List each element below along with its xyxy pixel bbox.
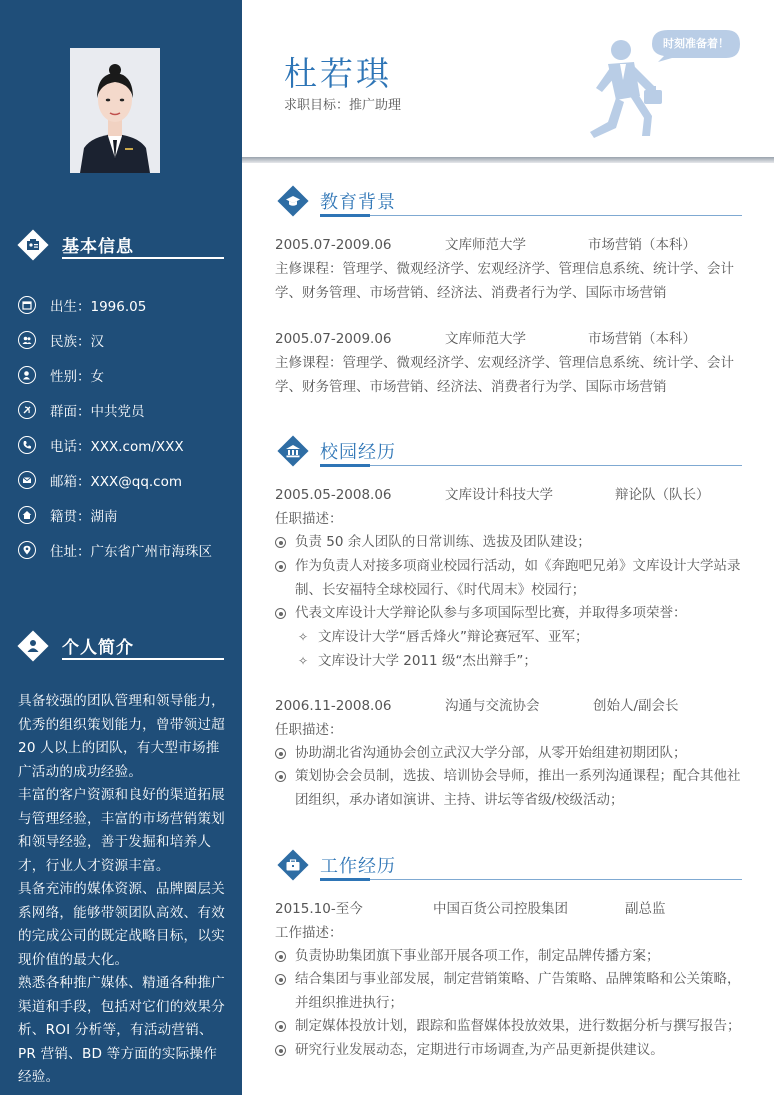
work-bullet — [275, 968, 741, 1015]
bullet-text: 负责协助集团旗下事业部开展各项工作，制定品牌传播方案； — [295, 948, 660, 964]
education-title: 教育背景 — [320, 192, 396, 213]
location-icon — [18, 541, 36, 559]
intro-paragraph: 丰富的客户资源和良好的渠道拓展与管理经验，丰富的市场营销策划和领导经验，善于发掘和培养人才，行业人才资源丰富。 — [18, 787, 225, 874]
campus-desc-label: 任职描述： — [275, 722, 343, 738]
info-gender-text: 性别：女 — [50, 368, 104, 385]
bullet-text: 负责 50 余人团队的日常训练、选拔及团队建设； — [295, 534, 591, 550]
education-major: 市场营销（本科） — [588, 331, 696, 347]
campus-bullet — [275, 765, 741, 812]
candidate-name: 杜若琪 — [284, 54, 392, 93]
campus-role: 创始人/副会长 — [593, 698, 679, 714]
profile-photo — [70, 48, 160, 173]
institution-icon — [278, 436, 308, 466]
work-bullet — [275, 1015, 741, 1039]
bullet-text: 策划协会会员制，选拔、培训协会导师，推出一系列沟通课程；配合其他社团组织，承办诸如演讲、主持、讲坛等省级/校级活动； — [295, 768, 741, 808]
people-icon — [18, 331, 36, 349]
diamond-bullet-icon: ✧ — [298, 630, 309, 644]
bullet-icon — [275, 537, 286, 548]
info-politics-text: 群面：中共党员 — [50, 403, 145, 420]
bullet-icon — [275, 608, 286, 619]
bullet-icon — [275, 561, 286, 572]
info-email-text: 邮箱：XXX@qq.com — [50, 473, 183, 490]
work-bullet — [275, 945, 741, 969]
bullet-icon — [275, 1045, 286, 1056]
campus-bullet — [275, 742, 741, 766]
briefcase-icon — [278, 850, 308, 880]
home-icon — [18, 506, 36, 524]
party-icon — [18, 401, 36, 419]
bullet-text: 协助湖北省沟通协会创立武汉大学分部，从零开始组建初期团队； — [295, 745, 687, 761]
diamond-bullet-icon: ✧ — [298, 654, 309, 668]
campus-org: 沟通与交流协会 — [445, 698, 540, 714]
title-underline — [320, 464, 370, 467]
campus-sub-bullet — [298, 626, 589, 650]
bullet-text: 结合集团与事业部发展，制定营销策略、广告策略、品牌策略和公关策略，并组织推进执行； — [295, 971, 741, 1011]
job-objective: 求职目标：推广助理 — [284, 98, 402, 113]
calendar-icon — [18, 296, 36, 314]
bullet-icon — [275, 771, 286, 782]
campus-bullet — [275, 555, 741, 602]
bullet-icon — [275, 951, 286, 962]
bullet-icon — [275, 974, 286, 985]
education-school: 文库师范大学 — [445, 237, 526, 253]
campus-desc-label: 任职描述： — [275, 511, 343, 527]
info-hometown — [18, 497, 228, 532]
intro-paragraph: 熟悉各种推广媒体、精通各种推广渠道和手段，包括对它们的效果分析、ROI 分析等，有活动营销、PR 营销、BD 等方面的实际操作经验。 — [18, 975, 225, 1085]
bullet-icon — [275, 1021, 286, 1032]
work-heading — [278, 848, 742, 884]
info-birth — [18, 287, 228, 322]
divider — [62, 658, 224, 660]
divider — [370, 215, 742, 216]
campus-sub-bullet — [298, 650, 537, 674]
intro-paragraph: 具备充沛的媒体资源、品牌圈层关系网络，能够带领团队高效、有效的完成公司的既定战略目标，以实现价值的最大化。 — [18, 881, 225, 968]
education-courses: 主修课程：管理学、微观经济学、宏观经济学、管理信息系统、统计学、会计学、财务管理、市场营销、经济法、消费者行为学、国际市场营销 — [275, 355, 734, 395]
intro-paragraph: 具备较强的团队管理和领导能力，优秀的组织策划能力，曾带领过超 20 人以上的团队，有大型市场推广活动的成功经验。 — [18, 693, 225, 780]
info-address-text: 住址：广东省广州市海珠区 — [50, 543, 212, 560]
person-icon — [18, 631, 48, 661]
work-title: 工作经历 — [320, 856, 396, 877]
education-school: 文库师范大学 — [445, 331, 526, 347]
speech-bubble-text: 时刻准备着！ — [663, 37, 729, 50]
intro-title: 个人简介 — [62, 638, 134, 658]
campus-period: 2006.11-2008.06 — [275, 698, 392, 714]
info-ethnicity — [18, 322, 228, 357]
campus-heading — [278, 434, 742, 470]
sidebar — [0, 0, 242, 1095]
info-email — [18, 462, 228, 497]
campus-period: 2005.05-2008.06 — [275, 487, 392, 503]
bullet-text: 研究行业发展动态，定期进行市场调查,为产品更新提供建议。 — [295, 1042, 664, 1058]
education-major: 市场营销（本科） — [588, 237, 696, 253]
intro-text — [18, 690, 230, 1090]
portrait-image — [70, 48, 160, 173]
sub-bullet-text: 文库设计大学 2011 级“杰出辩手”； — [318, 653, 537, 669]
graduation-cap-icon — [278, 186, 308, 216]
work-bullet — [275, 1039, 741, 1063]
intro-heading — [18, 627, 224, 667]
campus-bullet — [275, 602, 741, 626]
mail-icon — [18, 471, 36, 489]
info-address — [18, 532, 228, 567]
work-desc-label: 工作描述： — [275, 925, 343, 941]
bullet-icon — [275, 748, 286, 759]
campus-title: 校园经历 — [320, 442, 396, 463]
bullet-text: 制定媒体投放计划，跟踪和监督媒体投放效果，进行数据分析与撰写报告； — [295, 1018, 741, 1034]
work-period: 2015.10-至今 — [275, 901, 363, 917]
divider — [370, 879, 742, 880]
id-card-icon — [18, 230, 48, 260]
basic-info-list — [18, 287, 228, 567]
education-courses: 主修课程：管理学、微观经济学、宏观经济学、管理信息系统、统计学、会计学、财务管理、市场营销、经济法、消费者行为学、国际市场营销 — [275, 261, 734, 301]
info-birth-text: 出生：1996.05 — [50, 298, 147, 315]
education-period: 2005.07-2009.06 — [275, 237, 392, 253]
phone-icon — [18, 436, 36, 454]
basic-info-title: 基本信息 — [62, 237, 134, 257]
divider — [370, 465, 742, 466]
basic-info-heading — [18, 226, 224, 266]
info-politics — [18, 392, 228, 427]
campus-role: 辩论队（队长） — [615, 487, 710, 503]
info-hometown-text: 籍贯：湖南 — [50, 508, 118, 525]
campus-org: 文库设计科技大学 — [445, 487, 553, 503]
bullet-text: 代表文库设计大学辩论队参与多项国际型比赛，并取得多项荣誉： — [295, 605, 687, 621]
header-divider — [242, 157, 774, 163]
gender-icon — [18, 366, 36, 384]
work-role: 副总监 — [625, 901, 666, 917]
sub-bullet-text: 文库设计大学“唇舌烽火”辩论赛冠军、亚军； — [318, 629, 589, 645]
info-phone — [18, 427, 228, 462]
work-org: 中国百货公司控股集团 — [433, 901, 568, 917]
title-underline — [320, 878, 370, 881]
campus-bullet — [275, 531, 741, 555]
bullet-text: 作为负责人对接多项商业校园行活动，如《奔跑吧兄弟》文库设计大学站录制、长安福特全球校园行、《时代周末》校园行； — [295, 558, 741, 598]
info-gender — [18, 357, 228, 392]
education-heading — [278, 184, 742, 220]
info-phone-text: 电话：XXX.com/XXX — [50, 438, 184, 455]
education-period: 2005.07-2009.06 — [275, 331, 392, 347]
title-underline — [320, 214, 370, 217]
divider — [62, 257, 224, 259]
info-ethnicity-text: 民族：汉 — [50, 333, 104, 350]
